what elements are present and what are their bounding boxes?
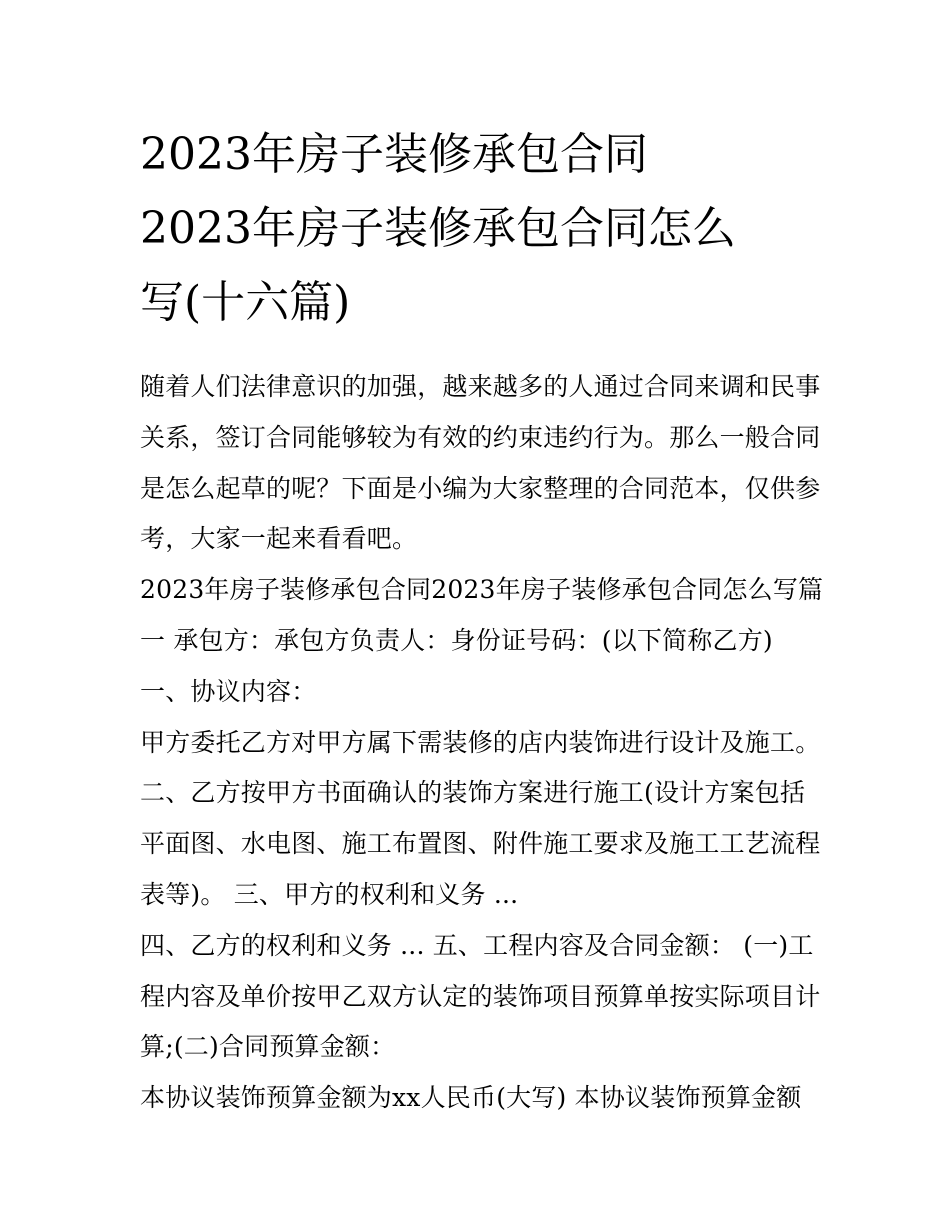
intro-paragraph: 随着人们法律意识的加强，越来越多的人通过合同来调和民事关系，签订合同能够较为有效的约束违约行为。那么一般合同是怎么起草的呢？下面是小编为大家整理的合同范本，仅供参考，大家一起来看看吧。: [140, 372, 821, 554]
title-line-2: 2023年房子装修承包合同怎么: [140, 203, 736, 254]
document-page: [140, 118, 830, 1124]
budget-paragraph: 本协议装饰预算金额为xx人民币(大写) 本协议装饰预算金额: [140, 1083, 802, 1113]
title-line-3: 写(十六篇): [140, 277, 351, 328]
title-line-1: 2023年房子装修承包合同: [140, 129, 648, 180]
contract-heading-paragraph: 2023年房子装修承包合同2023年房子装修承包合同怎么写篇一 承包方：承包方负责人：身份证号码：(以下简称乙方): [140, 575, 824, 655]
section-one-content: 甲方委托乙方对甲方属下需装修的店内装饰进行设计及施工。: [140, 727, 821, 757]
document-title: [140, 118, 830, 340]
section-four-five-paragraph: 四、乙方的权利和义务 ... 五、工程内容及合同金额： (一)工程内容及单价按甲乙双方认定的装饰项目预算单按实际项目计算;(二)合同预算金额：: [140, 930, 821, 1062]
document-body: [140, 362, 830, 1124]
section-two-paragraph: 二、乙方按甲方书面确认的装饰方案进行施工(设计方案包括平面图、水电图、施工布置图、附件施工要求及施工工艺流程表等)。 三、甲方的权利和义务 ...: [140, 778, 821, 909]
section-one-heading: 一、协议内容：: [140, 676, 317, 706]
